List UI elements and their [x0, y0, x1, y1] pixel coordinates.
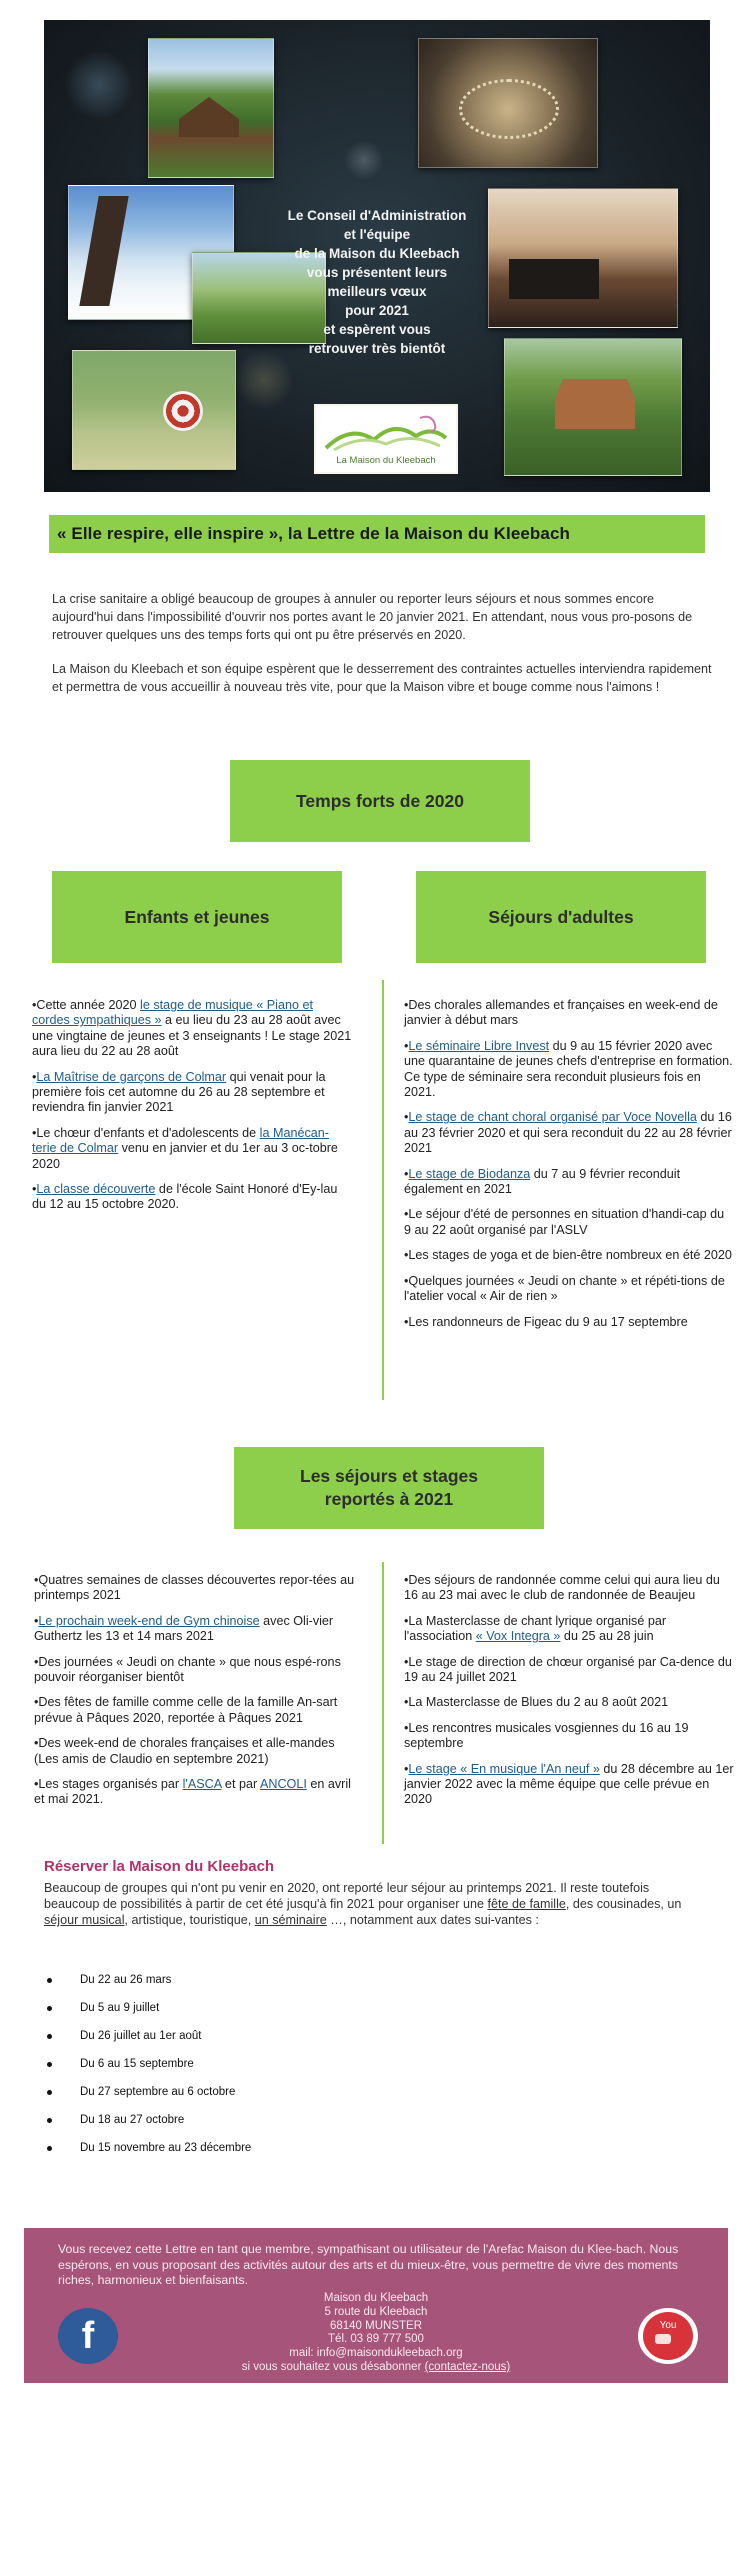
enfants-text: qui venait pour la première fois cet automne du 26 au 28 septembre et reviendra fin janvier 2021 [32, 1069, 326, 1115]
adultes-item [404, 1110, 734, 1156]
reporte-text: avec Oli-vier Guthertz les 13 et 14 mars 2021 [34, 1613, 334, 1644]
section-heading: Séjours d'adultes [488, 906, 634, 927]
date-item [44, 2078, 544, 2106]
reporte-link[interactable]: ANCOLI [259, 1777, 307, 1792]
intro-paragraph-2: La Maison du Kleebach et son équipe espèrent que le desserrement des contraintes actuelles interviendra rapidement et permettra de vous accueillir à nouveau très vite, pour que la Maison vibre et bouge comme nous l'aimons ! [52, 662, 712, 694]
enfants-link[interactable]: le stage de musique « Piano et cordes sympathiques » [32, 998, 313, 1028]
date-label: Du 5 au 9 juillet [80, 2002, 160, 2014]
photo-archery-group [72, 350, 236, 470]
reporte-item [34, 1736, 356, 1767]
reserve-keyword: un séminaire [254, 1913, 327, 1927]
enfants-text: •Cette année 2020 [32, 998, 141, 1012]
reporte-text: en avril et mai 2021. [34, 1777, 351, 1807]
section-heading: Les séjours et stages reportés à 2021 [300, 1466, 478, 1509]
greeting-line: et l'équipe [343, 227, 411, 242]
enfants-link[interactable]: La Maîtrise de garçons de Colmar [36, 1069, 227, 1084]
date-label: Du 26 juillet au 1er août [80, 2030, 202, 2042]
adultes-text: • [404, 1038, 409, 1053]
date-label: Du 27 septembre au 6 octobre [80, 2086, 236, 2098]
adultes-link[interactable]: Le stage de chant choral organisé par Voce Novella [408, 1110, 697, 1125]
intro-paragraph-1: La crise sanitaire a obligé beaucoup de groupes à annuler ou reporter leurs séjours et nous sommes encore aujourd'hui dans l'impossibilité d'ouvrir nos portes avant le 20 janvier 2021. En attendant, nous vous pro-posons de retrouver quelques uns des temps forts qui ont pu être préservés en 2020. [52, 592, 693, 642]
address-line: Tél. 03 89 777 500 [328, 2333, 424, 2346]
date-item [44, 1966, 544, 1994]
contact-us-link[interactable]: (contactez-nous) [424, 2360, 511, 2373]
enfants-text: •Le chœur d'enfants et d'adolescents de [32, 1125, 260, 1140]
bullet-icon [47, 2034, 52, 2039]
date-label: Du 18 au 27 octobre [80, 2114, 185, 2126]
greeting-line: retrouver très bientôt [308, 341, 446, 356]
reporte-item [404, 1573, 734, 1604]
adultes-item [404, 998, 734, 1029]
address-line: 68140 MUNSTER [329, 2319, 423, 2332]
adultes-text: • [404, 1166, 409, 1181]
section-heading: Enfants et jeunes [124, 906, 270, 927]
adultes-text: •Les randonneurs de Figeac du 9 au 17 septembre [404, 1314, 688, 1329]
footer-address [154, 2292, 598, 2375]
reserve-keyword: fête de famille [487, 1897, 566, 1911]
adultes-item [404, 1207, 734, 1238]
enfants-item [32, 1182, 352, 1213]
adultes-item [404, 1315, 734, 1330]
enfants-text: de l'école Saint Honoré d'Ey-lau du 12 au 15 octobre 2020. [32, 1182, 338, 1212]
bullet-icon [47, 2062, 52, 2067]
greeting-line: vous présentent leurs [306, 265, 448, 280]
address-line: 5 route du Kleebach [324, 2305, 428, 2318]
column-divider [382, 1562, 384, 1844]
reporte-text: • [404, 1761, 409, 1776]
date-item [44, 1994, 544, 2022]
reporte-link[interactable]: Le stage « En musique l'An neuf » [408, 1761, 600, 1776]
bullet-icon [47, 2006, 52, 2011]
footer [24, 2228, 728, 2383]
reporte-text: •Des fêtes de famille comme celle de la famille An-sart prévue à Pâques 2020, reportée à Pâques 2021 [34, 1695, 338, 1725]
reporte-link[interactable]: l'ASCA [182, 1777, 222, 1792]
enfants-text: • [32, 1069, 37, 1084]
logo-text: La Maison du Kleebach [336, 455, 436, 466]
bullet-icon [47, 2090, 52, 2095]
greeting-line: et espèrent vous [323, 322, 431, 337]
enfants-link[interactable]: la Manécan-terie de Colmar [32, 1125, 329, 1156]
reporte-item [404, 1721, 734, 1752]
adultes-text: •Le séjour d'été de personnes en situation d'handi-cap du 9 au 22 août organisé par l'ASLV [404, 1207, 725, 1237]
date-item [44, 2106, 544, 2134]
greeting-text [264, 206, 490, 358]
section-enfants-jeunes [52, 871, 342, 963]
reporte-item [34, 1573, 356, 1604]
enfants-text: a eu lieu du 23 au 28 août avec une vingtaine de jeunes et 3 enseignants ! Le stage 2021 aura lieu du 22 au 28 août [32, 1013, 352, 1059]
enfants-list [32, 998, 352, 1223]
reporte-item [34, 1655, 356, 1686]
reserve-text-part: , des cousinades, un [565, 1897, 682, 1911]
bullet-icon [47, 2118, 52, 2123]
reporte-item [34, 1614, 356, 1645]
facebook-icon[interactable]: f [58, 2308, 118, 2364]
date-item [44, 2022, 544, 2050]
section-reportes [234, 1447, 544, 1529]
enfants-link[interactable]: La classe découverte [36, 1182, 156, 1197]
reporte-text: •Les stages organisés par [34, 1777, 183, 1792]
reserve-text-part: , artistique, touristique, [124, 1913, 255, 1927]
reporte-text: •Des week-end de chorales françaises et alle-mandes (Les amis de Claudio en septembre 2021) [34, 1736, 335, 1766]
reporte-text: du 28 décembre au 1er janvier 2022 avec la même équipe que celle prévue en 2020 [404, 1761, 734, 1807]
date-label: Du 22 au 26 mars [80, 1974, 172, 1986]
greeting-line: Le Conseil d'Administration [287, 208, 467, 223]
youtube-icon[interactable] [638, 2308, 698, 2364]
reserve-paragraph [44, 1880, 684, 1928]
reporte-link[interactable]: « Vox Integra » [475, 1629, 561, 1644]
reportes-left-list [34, 1573, 356, 1818]
reporte-item [404, 1655, 734, 1686]
adultes-text: •Des chorales allemandes et françaises en week-end de janvier à début mars [404, 998, 718, 1028]
reporte-text: du 25 au 28 juin [560, 1629, 654, 1644]
photo-pianist [488, 188, 678, 328]
date-item [44, 2050, 544, 2078]
reporte-text: • [34, 1613, 39, 1628]
adultes-link[interactable]: Le stage de Biodanza [408, 1166, 531, 1181]
reporte-link[interactable]: Le prochain week-end de Gym chinoise [38, 1613, 260, 1628]
reporte-item [404, 1695, 734, 1710]
enfants-item [32, 1070, 352, 1116]
adultes-text: du 16 au 23 février 2020 et qui sera reconduit du 22 au 28 février 2021 [404, 1110, 732, 1156]
kleebach-logo [314, 404, 458, 474]
section-temps-forts [230, 760, 530, 842]
bokeh-decor [64, 50, 134, 120]
adultes-text: •Quelques journées « Jeudi on chante » et répéti-tions de l'atelier vocal « Air de rien » [404, 1273, 725, 1304]
adultes-item [404, 1039, 734, 1101]
logo-mountains-icon [316, 410, 456, 460]
reporte-item [404, 1762, 734, 1808]
photo-orchestra-rehearsal [418, 38, 598, 168]
bullet-icon [47, 2146, 52, 2151]
reporte-item [404, 1614, 734, 1645]
available-dates-list [44, 1966, 544, 2162]
reserve-heading: Réserver la Maison du Kleebach [44, 1858, 275, 1875]
reporte-text: •La Masterclasse de chant lyrique organisé par l'association [404, 1613, 667, 1644]
enfants-text: • [32, 1182, 37, 1197]
reporte-text: •Le stage de direction de chœur organisé par Ca-dence du 19 au 24 juillet 2021 [404, 1654, 732, 1685]
adultes-list [404, 998, 734, 1340]
adultes-text: •Les stages de yoga et de bien-être nombreux en été 2020 [404, 1248, 732, 1263]
enfants-item [32, 1126, 352, 1172]
newsletter-title: « Elle respire, elle inspire », la Lettre de la Maison du Kleebach [57, 524, 571, 543]
greeting-line: de la Maison du Kleebach [294, 246, 460, 261]
adultes-item [404, 1274, 734, 1305]
email-link[interactable]: mail: info@maisondukleebach.org [289, 2347, 463, 2360]
reporte-text: et par [221, 1777, 260, 1792]
greeting-line: meilleurs vœux [327, 284, 427, 299]
adultes-text: • [404, 1110, 409, 1125]
reporte-text: •La Masterclasse de Blues du 2 au 8 août 2021 [404, 1695, 669, 1710]
reserve-keyword: séjour musical [44, 1913, 125, 1927]
photo-kleebach-building [504, 338, 682, 476]
reporte-item [34, 1695, 356, 1726]
date-label: Du 6 au 15 septembre [80, 2058, 194, 2070]
newsletter-title-bar [49, 515, 705, 553]
section-sejours-adultes [416, 871, 706, 963]
address-line: Maison du Kleebach [323, 2292, 429, 2304]
enfants-text: venu en janvier et du 1er au 3 oc-tobre 2020 [32, 1141, 338, 1171]
reporte-text: •Des journées « Jeudi on chante » que nous espé-rons pouvoir réorganiser bientôt [34, 1654, 341, 1685]
reporte-text: •Quatres semaines de classes découvertes repor-tées au printemps 2021 [34, 1573, 355, 1603]
adultes-link[interactable]: Le séminaire Libre Invest [408, 1038, 550, 1053]
reportes-right-list [404, 1573, 734, 1818]
footer-intro: Vous recevez cette Lettre en tant que membre, sympathisant ou utilisateur de l'Arefac Maison du Klee-bach. Nous espérons, en vous proposant des activités autour des arts et du mieux-être, vous permettre de vivre des moments riches, harmonieux et bienfaisants. [58, 2242, 679, 2287]
enfants-item [32, 998, 352, 1060]
unsubscribe-line [154, 2361, 598, 2375]
adultes-item [404, 1167, 734, 1198]
section-heading: Temps forts de 2020 [296, 790, 464, 811]
bokeh-decor [344, 140, 384, 180]
greeting-line: pour 2021 [345, 303, 409, 318]
youtube-label: You [659, 2320, 677, 2331]
adultes-text: du 7 au 9 février reconduit également en 2021 [404, 1166, 681, 1197]
column-divider [382, 980, 384, 1400]
unsubscribe-text: si vous souhaitez vous désabonner [241, 2360, 425, 2373]
reserve-text-part: Beaucoup de groupes qui n'ont pu venir en 2020, ont reporté leur séjour au printemps 2021. Il reste toutefois beaucoup de possibilités à partir de cet été jusqu'à fin 2021 pour organiser une [44, 1881, 650, 1911]
photo-house-forest [148, 38, 274, 178]
bokeh-decor [234, 350, 294, 410]
adultes-item [404, 1248, 734, 1263]
reporte-item [34, 1777, 356, 1808]
date-item [44, 2134, 544, 2162]
bullet-icon [47, 1978, 52, 1983]
adultes-text: du 9 au 15 février 2020 avec une quarantaine de jeunes chefs d'entreprise en formation. Ce type de séminaire sera reconduit plusieurs fois en 2021. [404, 1038, 733, 1100]
reserve-text-part: …, notamment aux dates sui-vantes : [326, 1913, 539, 1927]
hero-banner [44, 20, 710, 492]
play-icon [655, 2334, 671, 2344]
reporte-text: •Les rencontres musicales vosgiennes du 16 au 19 septembre [404, 1720, 689, 1751]
date-label: Du 15 novembre au 23 décembre [80, 2142, 252, 2154]
reporte-text: •Des séjours de randonnée comme celui qui aura lieu du 16 au 23 mai avec le club de randonnée de Beaujeu [404, 1573, 720, 1603]
